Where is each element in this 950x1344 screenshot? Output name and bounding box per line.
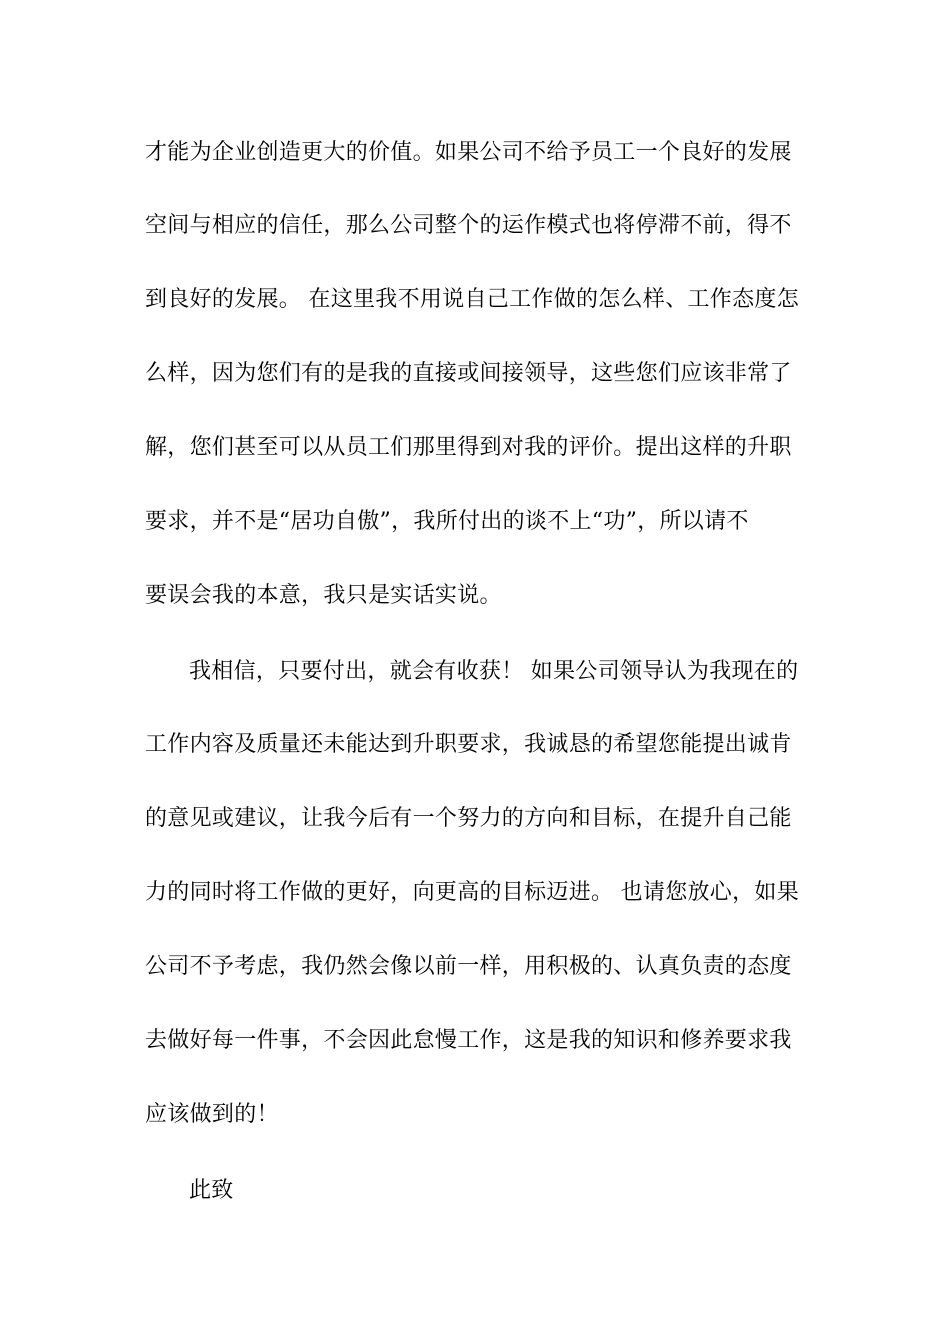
closing-salutation: 此致	[189, 1178, 234, 1203]
text-line: 要求，并不是“居功自傲”，我所付出的谈不上“功”，所以请不	[145, 509, 749, 534]
text-line: 解，您们甚至可以从员工们那里得到对我的评价。提出这样的升职	[145, 435, 792, 460]
text-line: 去做好每一件事，不会因此怠慢工作，这是我的知识和修养要求我	[145, 1028, 792, 1053]
paragraph-first-line: 我相信，只要付出，就会有收获！ 如果公司领导认为我现在的	[189, 659, 799, 684]
text-line: 才能为企业创造更大的价值。如果公司不给予员工一个良好的发展	[145, 140, 792, 165]
text-line: 应该做到的！	[145, 1102, 279, 1127]
text-line: 的意见或建议，让我今后有一个努力的方向和目标，在提升自己能	[145, 806, 792, 831]
text-line: 么样，因为您们有的是我的直接或间接领导，这些您们应该非常了	[145, 361, 792, 386]
text-line: 空间与相应的信任，那么公司整个的运作模式也将停滞不前，得不	[145, 213, 792, 238]
text-line: 要误会我的本意，我只是实话实说。	[145, 583, 502, 608]
text-line: 工作内容及质量还未能达到升职要求，我诚恳的希望您能提出诚肯	[145, 732, 792, 757]
text-line: 公司不予考虑，我仍然会像以前一样，用积极的、认真负责的态度	[145, 954, 792, 979]
text-line: 力的同时将工作做的更好，向更高的目标迈进。 也请您放心，如果	[145, 880, 799, 905]
text-line: 到良好的发展。 在这里我不用说自己工作做的怎么样、工作态度怎	[145, 287, 799, 312]
